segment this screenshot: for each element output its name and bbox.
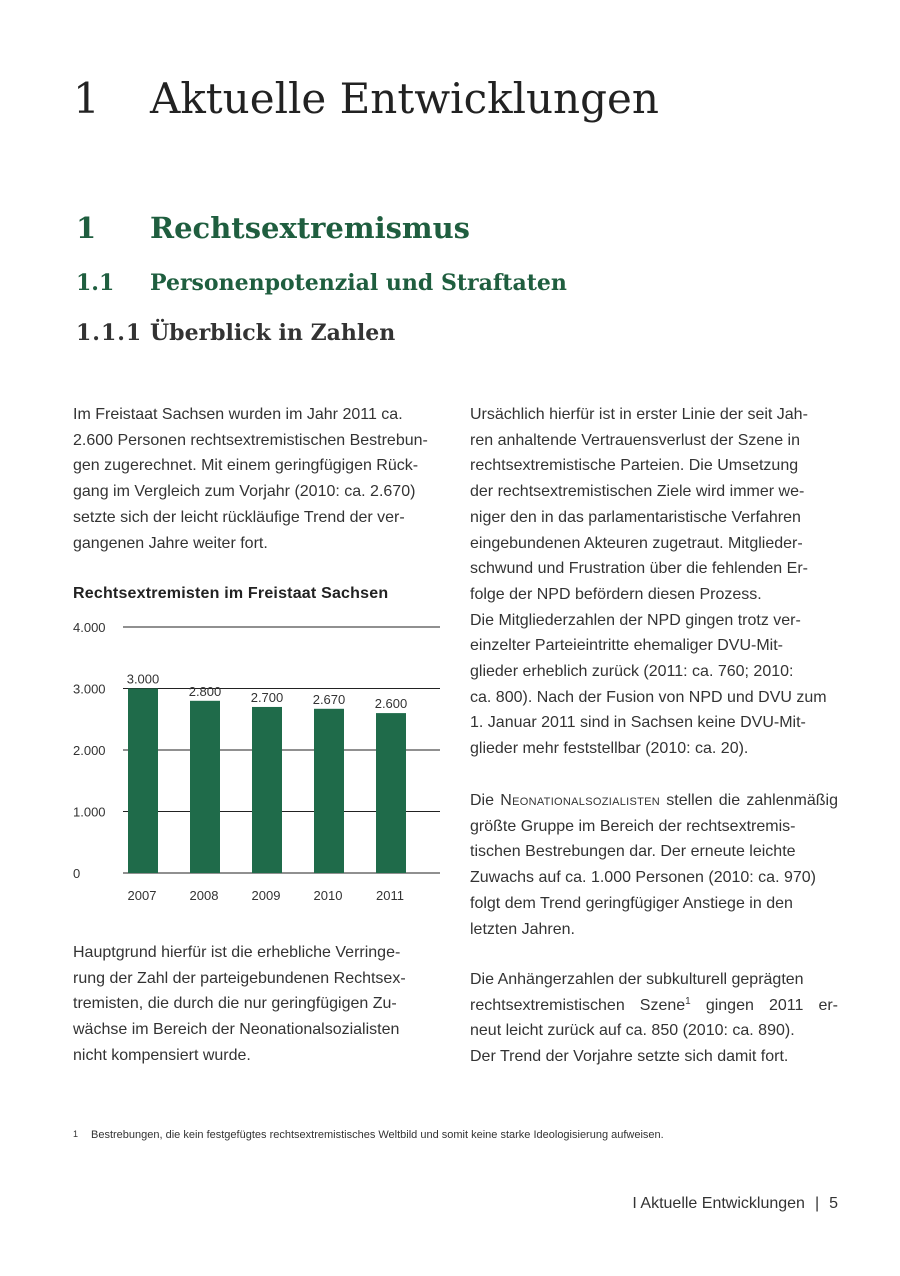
right-paragraph-1 — [470, 402, 838, 762]
text-line: folge der NPD befördern diesen Prozess. — [470, 585, 762, 603]
text-line: gen zugerechnet. Mit einem geringfügigen Rück- — [73, 457, 419, 475]
text-line: glieder erheblich zurück (2011: ca. 760; 2010: — [470, 663, 794, 681]
text-line: neut leicht zurück auf ca. 850 (2010: ca. 890). — [470, 1022, 795, 1040]
text-fragment: rechtsextremistischen Szene — [470, 996, 686, 1014]
y-tick-label: 0 — [73, 866, 81, 881]
subsection-title: Personenpotenzial und Straftaten — [150, 270, 567, 296]
chapter-number: 1 — [73, 74, 100, 123]
footnote-text: Bestrebungen, die kein festgefügtes rechtsextremistisches Weltbild und somit keine starke Ideologisierung aufweisen. — [91, 1129, 664, 1141]
page-number: 5 — [829, 1195, 838, 1212]
text-line: einzelter Parteieintritte ehemaliger DVU-Mit- — [470, 637, 783, 655]
bar-chart — [60, 614, 450, 914]
footer-separator: | — [814, 1195, 820, 1212]
text-line: 2.600 Personen rechtsextremistischen Bestrebun- — [73, 431, 428, 449]
emphasized-term: Neonationalsozialisten — [500, 792, 661, 809]
text-line: Die Mitgliederzahlen der NPD gingen trotz ver- — [470, 611, 801, 629]
text-fragment: gingen 2011 er- — [690, 996, 838, 1014]
data-label: 2.600 — [374, 696, 408, 712]
text-line: Im Freistaat Sachsen wurden im Jahr 2011 ca. — [73, 406, 403, 423]
left-paragraph-1 — [73, 402, 440, 556]
text-line: nicht kompensiert wurde. — [73, 1046, 251, 1064]
text-line: tischen Bestrebungen dar. Der erneute leichte — [470, 843, 796, 861]
text-line: letzten Jahren. — [470, 920, 575, 938]
footnote-mark: 1 — [73, 1129, 79, 1139]
text-line: wächse im Bereich der Neonationalsozialisten — [73, 1021, 400, 1039]
text-line: folgt dem Trend geringfügiger Anstiege in den — [470, 894, 793, 912]
data-label: 3.000 — [126, 671, 160, 687]
x-tick-label: 2008 — [189, 888, 219, 903]
footnote-reference[interactable]: 1 — [685, 995, 691, 1007]
y-tick-label: 4.000 — [73, 620, 106, 635]
text-line: Hauptgrund hierfür ist die erhebliche Verringe- — [73, 944, 401, 961]
text-fragment: Die — [470, 792, 495, 809]
y-tick-label: 3.000 — [73, 681, 106, 697]
text-line: niger den in das parlamentaristische Verfahren — [470, 508, 801, 526]
bar — [376, 713, 406, 873]
text-line: Die Anhängerzahlen der subkulturell geprägten — [470, 971, 804, 988]
bar — [252, 707, 282, 873]
y-tick-label: 1.000 — [73, 804, 106, 820]
left-paragraph-2 — [73, 940, 440, 1069]
text-line: Ursächlich hierfür ist in erster Linie der seit Jah- — [470, 406, 808, 423]
text-line: größte Gruppe im Bereich der rechtsextremis- — [470, 817, 796, 835]
text-line: gangenen Jahre weiter fort. — [73, 534, 268, 552]
section-number: 1 — [76, 211, 97, 245]
subsection-number: 1.1 — [76, 270, 115, 296]
text-line: der rechtsextremistischen Ziele wird immer we- — [470, 483, 805, 501]
text-line: 1. Januar 2011 sind in Sachsen keine DVU-Mit- — [470, 714, 806, 732]
chart-title: Rechtsextremisten im Freistaat Sachsen — [73, 585, 389, 602]
text-line: Zuwachs auf ca. 1.000 Personen (2010: ca. 970) — [470, 869, 816, 887]
right-paragraph-2 — [470, 788, 838, 942]
x-tick-label: 2011 — [376, 888, 404, 903]
footer-label: I Aktuelle Entwicklungen — [632, 1195, 805, 1212]
text-line: gang im Vergleich zum Vorjahr (2010: ca. 2.670) — [73, 483, 416, 501]
data-label: 2.670 — [312, 691, 346, 707]
text-line: setzte sich der leicht rückläufige Trend der ver- — [73, 508, 405, 526]
x-tick-label: 2010 — [313, 888, 343, 903]
text-line: schwund und Frustration über die fehlenden Er- — [470, 560, 808, 578]
right-paragraph-3 — [470, 967, 838, 1070]
x-tick-label: 2009 — [251, 888, 281, 903]
bar — [128, 689, 158, 874]
text-line: rechtsextremistische Parteien. Die Umsetzung — [470, 457, 799, 475]
data-label: 2.800 — [188, 683, 222, 699]
y-tick-label: 2.000 — [73, 743, 106, 758]
text-fragment: stellen die zahlenmäßig — [666, 792, 838, 809]
text-line — [470, 993, 838, 1019]
text-line — [470, 788, 838, 814]
subsubsection-number: 1.1.1 — [76, 320, 143, 346]
section-title: Rechtsextremismus — [150, 211, 471, 245]
data-label: 2.700 — [250, 689, 284, 705]
subsubsection-title: Überblick in Zahlen — [150, 320, 396, 346]
bar — [190, 701, 220, 873]
chapter-title: Aktuelle Entwicklungen — [150, 74, 659, 123]
text-line: ca. 800). Nach der Fusion von NPD und DVU zum — [470, 688, 827, 706]
text-line: Der Trend der Vorjahre setzte sich damit fort. — [470, 1048, 789, 1066]
text-line: eingebundenen Akteuren zugetraut. Mitglieder- — [470, 534, 803, 552]
text-line: rung der Zahl der parteigebundenen Rechtsex- — [73, 969, 406, 987]
bar — [314, 709, 344, 873]
text-line: tremisten, die durch die nur geringfügigen Zu- — [73, 995, 397, 1013]
text-line: ren anhaltende Vertrauensverlust der Szene in — [470, 431, 800, 449]
x-tick-label: 2007 — [127, 888, 157, 903]
page-footer — [632, 1195, 838, 1213]
text-line: glieder mehr feststellbar (2010: ca. 20). — [470, 740, 749, 758]
